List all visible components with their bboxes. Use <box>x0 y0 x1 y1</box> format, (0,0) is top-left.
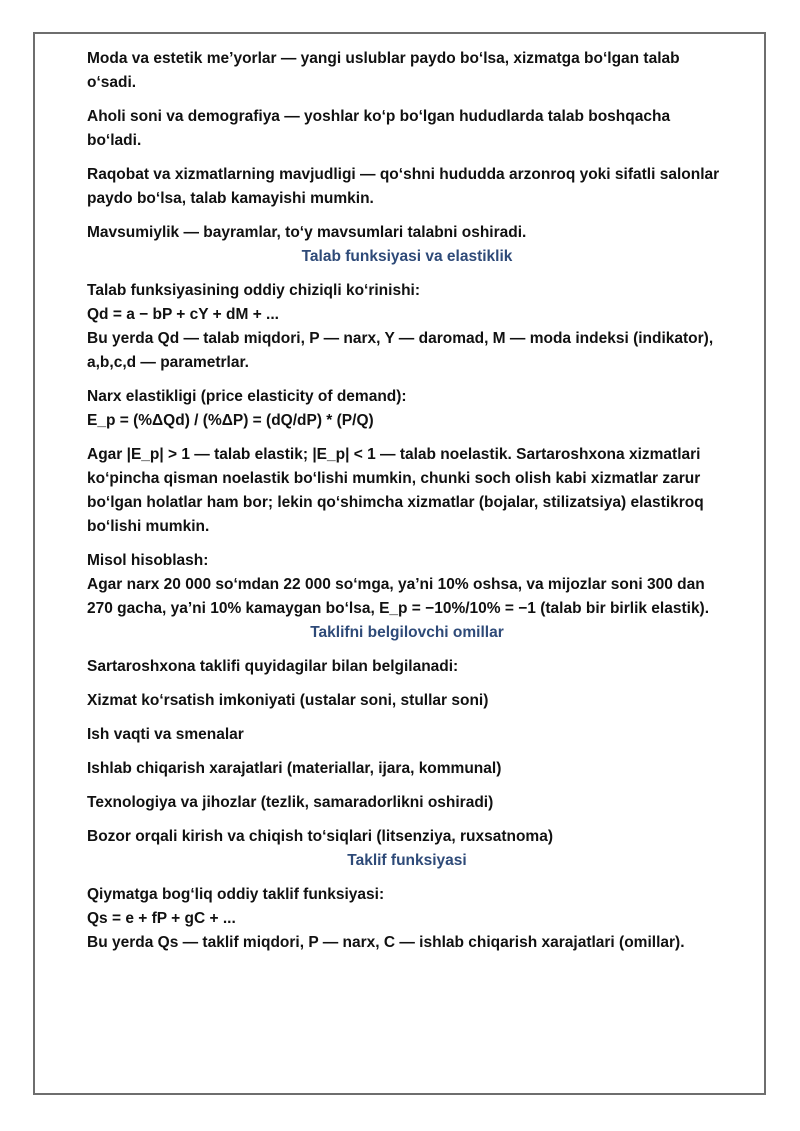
example-block <box>87 549 727 621</box>
paragraph-seasonality: Mavsumiylik — bayramlar, to‘y mavsumlari talabni oshiradi. <box>87 224 527 241</box>
elasticity-intro: Narx elastikligi (price elasticity of demand): <box>87 388 407 405</box>
example-title: Misol hisoblash: <box>87 552 209 569</box>
demand-function-formula: Qd = a − bP + cY + dM + ... <box>87 306 279 323</box>
section-heading-supply-function: Taklif funksiyasi <box>347 852 467 869</box>
supply-factor-item: Ishlab chiqarish xarajatlari (materiallar, ijara, kommunal) <box>87 760 502 777</box>
paragraph-demography: Aholi soni va demografiya — yoshlar ko‘p bo‘lgan hududlarda talab boshqacha bo‘ladi. <box>87 108 671 149</box>
demand-function-legend: Bu yerda Qd — talab miqdori, P — narx, Y — daromad, M — moda indeksi (indikator), a,b,c,d — parametrlar. <box>87 330 714 371</box>
section-heading-supply-factors: Taklifni belgilovchi omillar <box>310 624 504 641</box>
supply-factor-item: Xizmat ko‘rsatish imkoniyati (ustalar soni, stullar soni) <box>87 692 489 709</box>
supply-function-formula: Qs = e + fP + gC + ... <box>87 910 236 927</box>
supply-factors-intro: Sartaroshxona taklifi quyidagilar bilan belgilanadi: <box>87 658 459 675</box>
elasticity-block <box>87 385 727 433</box>
supply-factor-item: Texnologiya va jihozlar (tezlik, samaradorlikni oshiradi) <box>87 794 494 811</box>
section-heading-demand-function: Talab funksiyasi va elastiklik <box>301 248 513 265</box>
supply-function-block <box>87 883 727 955</box>
demand-function-block <box>87 279 727 375</box>
paragraph-competition: Raqobat va xizmatlarning mavjudligi — qo‘shni hududda arzonroq yoki sifatli salonlar paydo bo‘lsa, talab kamayishi mumkin. <box>87 166 720 207</box>
document-body <box>87 47 727 955</box>
supply-factor-item: Bozor orqali kirish va chiqish to‘siqlari (litsenziya, ruxsatnoma) <box>87 828 553 845</box>
elasticity-formula: E_p = (%ΔQd) / (%ΔP) = (dQ/dP) * (P/Q) <box>87 412 374 429</box>
elasticity-explanation: Agar |E_p| > 1 — talab elastik; |E_p| < 1 — talab noelastik. Sartaroshxona xizmatlari ko‘pincha qisman noelastik bo‘lishi mumkin, chunki soch olish kabi xizmatlar zarur bo‘lgan holatlar ham bor; lekin qo‘shimcha xizmatlar (bojalar, stilizatsiya) elastikroq bo‘lishi mumkin. <box>87 446 704 535</box>
supply-factor-item: Ish vaqti va smenalar <box>87 726 244 743</box>
supply-function-legend: Bu yerda Qs — taklif miqdori, P — narx, C — ishlab chiqarish xarajatlari (omillar). <box>87 934 685 951</box>
paragraph-fashion: Moda va estetik me’yorlar — yangi uslublar paydo bo‘lsa, xizmatga bo‘lgan talab o‘sadi. <box>87 50 680 91</box>
demand-function-intro: Talab funksiyasining oddiy chiziqli ko‘rinishi: <box>87 282 421 299</box>
example-calculation: Agar narx 20 000 so‘mdan 22 000 so‘mga, ya’ni 10% oshsa, va mijozlar soni 300 dan 270 gacha, ya’ni 10% kamaygan bo‘lsa, E_p = −10%/10% = −1 (talab bir birlik elastik). <box>87 576 710 617</box>
supply-function-intro: Qiymatga bog‘liq oddiy taklif funksiyasi: <box>87 886 385 903</box>
